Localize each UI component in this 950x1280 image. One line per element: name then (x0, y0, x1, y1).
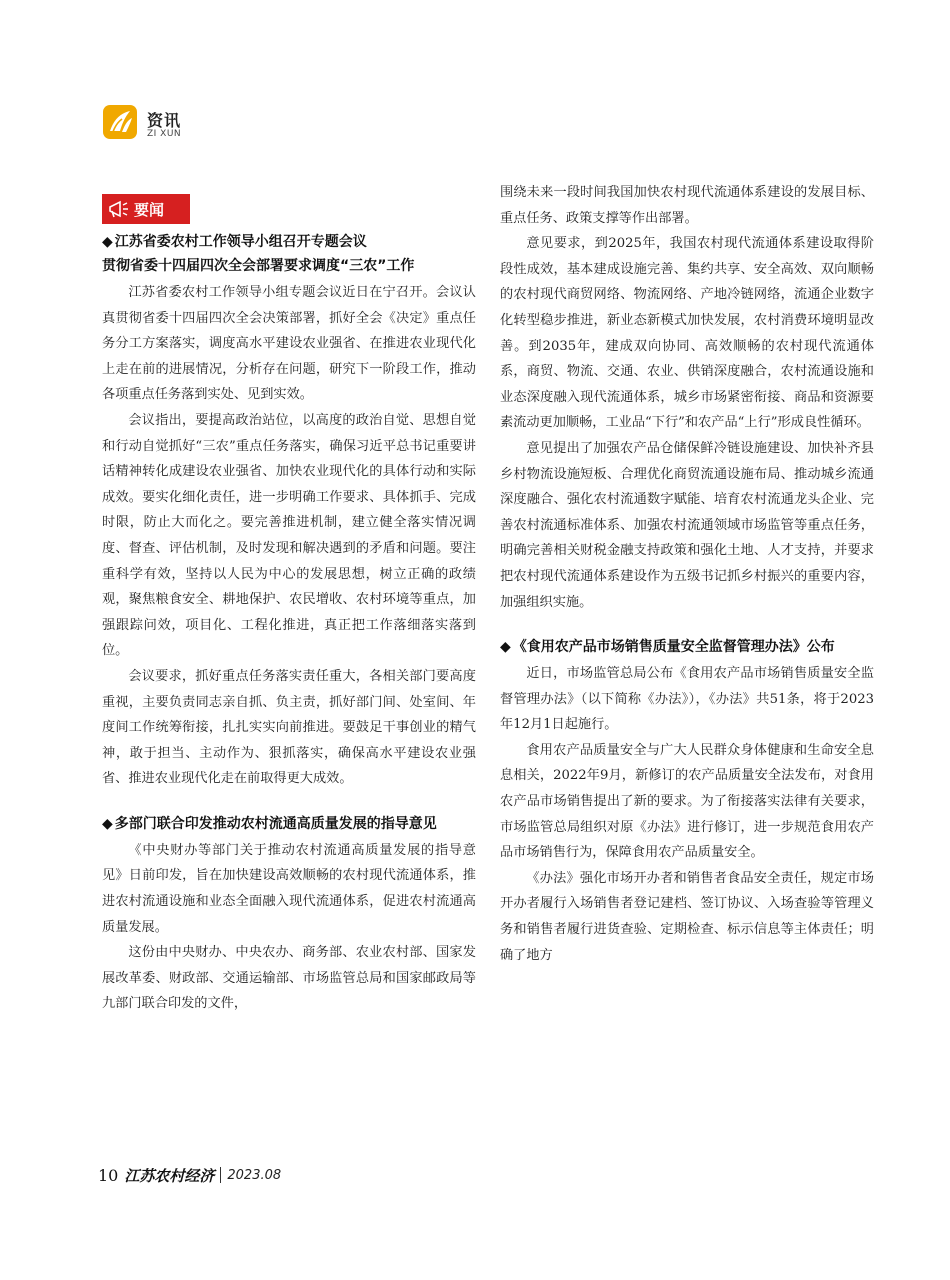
article-2-paragraph-continued: 围绕未来一段时间我国加快农村现代流通体系建设的发展目标、重点任务、政策支撑等作出部署。 (500, 185, 874, 226)
issue-number: 2023.08 (227, 1167, 282, 1183)
diamond-bullet-icon: ◆ (500, 639, 511, 656)
section-header (102, 104, 302, 144)
right-column (500, 180, 874, 968)
article-3-title (500, 635, 874, 659)
article-3-paragraph: 近日，市场监管总局公布《食用农产品市场销售质量安全监督管理办法》（以下简称《办法》），《办法》共51条，将于2023年12月1日起施行。 (500, 666, 874, 733)
article-2-title-text: 多部门联合印发推动农村流通高质量发展的指导意见 (114, 815, 437, 832)
news-badge (102, 194, 190, 224)
megaphone-icon (108, 199, 130, 219)
diamond-bullet-icon: ◆ (102, 815, 113, 832)
article-1-title-line1: 江苏省委农村工作领导小组召开专题会议 (114, 234, 367, 250)
section-logo-icon (102, 104, 138, 140)
news-badge-label: 要闻 (134, 200, 165, 219)
article-1-title-line2: 贯彻省委十四届四次全会部署要求调度“三农”工作 (102, 258, 415, 274)
article-1-title (102, 230, 476, 278)
section-title-pinyin: ZI XUN (147, 129, 182, 139)
article-2-title (102, 812, 476, 836)
article-3-title-text: 《食用农产品市场销售质量安全监督管理办法》公布 (512, 639, 835, 656)
article-1-paragraph: 会议指出，要提高政治站位，以高度的政治自觉、思想自觉和行动自觉抓好“三农”重点任务落实，确保习近平总书记重要讲话精神转化成建设农业强省、加快农业现代化的具体行动和实际成效。要实化细化责任，进一步明确工作要求、具体抓手、完成时限，防止大而化之。要完善推进机制，建立健全落实情况调度、督查、评估机制，及时发现和解决遇到的矛盾和问题。要注重科学有效，坚持以人民为中心的发展思想，树立正确的政绩观，聚焦粮食安全、耕地保护、农民增收、农村环境等重点，加强跟踪问效，项目化、工程化推进，真正把工作落细落实落到位。 (102, 412, 476, 659)
magazine-name: 江苏农村经济 (124, 1166, 215, 1185)
left-column (102, 194, 476, 1017)
article-2-paragraph: 这份由中央财办、中央农办、商务部、农业农村部、国家发展改革委、财政部、交通运输部、市场监管总局和国家邮政局等九部门联合印发的文件， (102, 945, 476, 1012)
article-3-paragraph: 食用农产品质量安全与广大人民群众身体健康和生命安全息息相关，2022年9月，新修订的农产品质量安全法发布，对食用农产品市场销售提出了新的要求。为了衔接落实法律有关要求，市场监管总局组织对原《办法》进行修订，进一步规范食用农产品市场销售行为，保障食用农产品质量安全。 (500, 742, 874, 861)
footer-divider (220, 1167, 221, 1183)
article-2-paragraph: 意见提出了加强农产品仓储保鲜冷链设施建设、加快补齐县乡村物流设施短板、合理优化商贸流通设施布局、推动城乡流通深度融合、强化农村流通数字赋能、培育农村流通龙头企业、完善农村流通标准体系、加强农村流通领域市场监管等重点任务，明确完善相关财税金融支持政策和强化土地、人才支持，并要求把农村现代流通体系建设作为五级书记抓乡村振兴的重要内容，加强组织实施。 (500, 440, 874, 610)
article-3-paragraph: 《办法》强化市场开办者和销售者食品安全责任，规定市场开办者履行入场销售者登记建档、签订协议、入场查验等管理义务和销售者履行进货查验、定期检查、标示信息等主体责任；明确了地方 (500, 870, 874, 963)
article-1-paragraph: 江苏省委农村工作领导小组专题会议近日在宁召开。会议认真贯彻省委十四届四次全会决策部署，抓好全会《决定》重点任务分工方案落实，调度高水平建设农业强省、在推进农业现代化上走在前的进展情况，分析存在问题，研究下一阶段工作，推动各项重点任务落到实处、见到实效。 (102, 285, 476, 403)
page-number: 10 (98, 1165, 119, 1185)
article-1-paragraph: 会议要求，抓好重点任务落实责任重大，各相关部门要高度重视，主要负责同志亲自抓、负主责，抓好部门间、处室间、年度间工作统筹衔接，扎扎实实向前推进。要鼓足干事创业的精气神，敢于担当、主动作为、狠抓落实，确保高水平建设农业强省、推进农业现代化走在前取得更大成效。 (102, 668, 476, 787)
page-footer (98, 1160, 281, 1190)
diamond-bullet-icon: ◆ (102, 234, 113, 250)
article-2-paragraph: 意见要求，到2025年，我国农村现代流通体系建设取得阶段性成效，基本建成设施完善、集约共享、安全高效、双向顺畅的农村现代商贸网络、物流网络、产地冷链网络，流通企业数字化转型稳步推进，新业态新模式加快发展，农村消费环境明显改善。到2035年，建成双向协同、高效顺畅的农村现代流通体系，商贸、物流、交通、农业、供销深度融合，农村流通设施和业态深度融入现代流通体系，城乡市场紧密衔接、商品和资源要素流动更加顺畅，工业品“下行”和农产品“上行”形成良性循环。 (500, 236, 874, 431)
section-title: 资讯 (147, 111, 182, 130)
article-2-paragraph: 《中央财办等部门关于推动农村流通高质量发展的指导意见》日前印发，旨在加快建设高效顺畅的农村现代流通体系，推进农村流通设施和业态全面融入现代流通体系，促进农村流通高质量发展。 (102, 842, 476, 935)
